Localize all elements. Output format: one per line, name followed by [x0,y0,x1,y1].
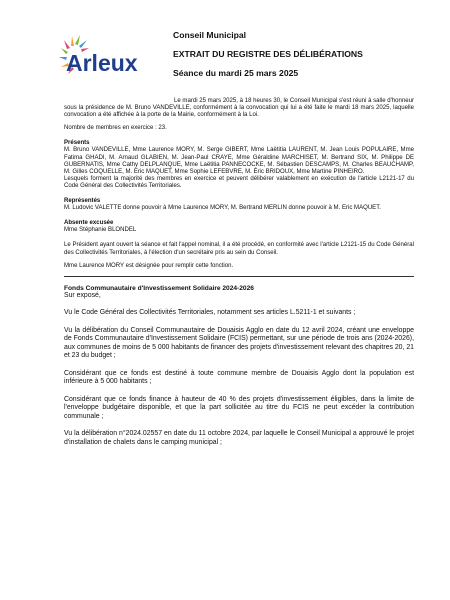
register-title: EXTRAIT DU REGISTRE DES DÉLIBÉRATIONS [173,49,363,59]
presents-heading: Présents [64,140,90,147]
section-paragraph: Sur exposé, [64,291,101,299]
section-paragraph: Considérant que ce fonds finance à hauteur de 40 % des projets d'investissement éligibles, dans la limite de l'enveloppe budgétaire disponible, et que la part sollicitée au titre du FCIS ne peut excéder la contribution communale ; [64,395,414,420]
deliberation-text [64,292,414,448]
intro-paragraph: Le mardi 25 mars 2025, à 18 heures 30, le Conseil Municipal s'est réuni à salle d'honneur sous la présidence de M. Bruno VANDEVILLE, conformément à la convocation qui lui a été faite le mardi 18 mars 2025, laquelle convocation a été affichée à la porte de la Mairie, conformément à la Loi. [64,98,414,119]
session-date: Séance du mardi 25 mars 2025 [173,68,299,78]
absente-heading: Absente excusée [64,220,114,227]
section-divider [64,276,414,277]
section-paragraph: Considérant que ce fonds est destiné à toute commune membre de Douaisis Agglo dont la population est inférieure à 5 000 habitants ; [64,369,414,386]
presents-list: M. Bruno VANDEVILLE, Mme Laurence MORY, M. Serge GIBERT, Mme Laëtitia LAURENT, M. Jean Louis POPULAIRE, Mme Fatima GHADI, M. Arnaud GLABIEN, M. Jean-Paul CRAYE, Mme Géraldine MARCHISET, M. Bertrand SIX, M. Philippe DE GUBERNATIS, Mme Cathy DELPLANQUE, Mme Laëtitia PANNECOCKE, M. Sébastien DESCAMPS, M. Charles BEAUCHAMP, M. Gilles COQUELLE, M. Eric MAQUET, Mme Sophie LEFEBVRE, M. Éric BRIDOUX, Mme Martine PINHEIRO. [64,147,414,175]
secretary-statement: Mme Laurence MORY est désignée pour remplir cette fonction. [64,262,234,269]
members-count: Nombre de membres en exercice : 23. [64,125,167,132]
arleux-logo [58,34,140,84]
section-paragraph: Vu la délibération n°2024.02557 en date du 11 octobre 2024, par laquelle le Conseil Municipal a approuvé le projet d'installation de chalets dans le camping municipal ; [64,430,414,446]
representes-list: M. Ludovic VALETTE donne pouvoir à Mme Laurence MORY, M. Bertrand MERLIN donne pouvoir à M. Eric MAQUET. [64,205,381,212]
majority-statement: Lesquels forment la majorité des membres en exercice et peuvent délibérer valablement en exécution de l'article L2121-17 du Code Général des Collectivités Territoriales. [64,175,414,189]
opening-statement: Le Président ayant ouvert la séance et fait l'appel nominal, il a été procédé, en conformité avec l'article L2121-15 du Code Général des Collectivités Territoriales, à l'élection d'un secrétaire pris au sein du Conseil. [64,242,414,256]
representes-heading: Représentés [64,198,101,205]
document-body [64,98,414,447]
document-header [173,30,433,87]
absente-list: Mme Stéphanie BLONDEL [64,227,137,234]
council-title: Conseil Municipal [173,30,247,40]
section-title: Fonds Communautaire d'Investissement Solidaire 2024-2026 [64,284,254,292]
logo-wordmark: Arleux [66,50,138,76]
section-paragraph: Vu le Code Général des Collectivités Territoriales, notamment ses articles L.5211-1 et suivants ; [64,309,356,317]
section-paragraph: Vu la délibération du Conseil Communautaire de Douaisis Agglo en date du 12 avril 2024, créant une enveloppe de Fonds Communautaire d'Investissement Solidaire (FCIS) permettant, sur une période de trois ans (2024-2026), aux communes de moins de 5 000 habitants de financer des projets d'investissement relevant des chapitres 20, 21 et 23 du budget ; [64,326,414,360]
